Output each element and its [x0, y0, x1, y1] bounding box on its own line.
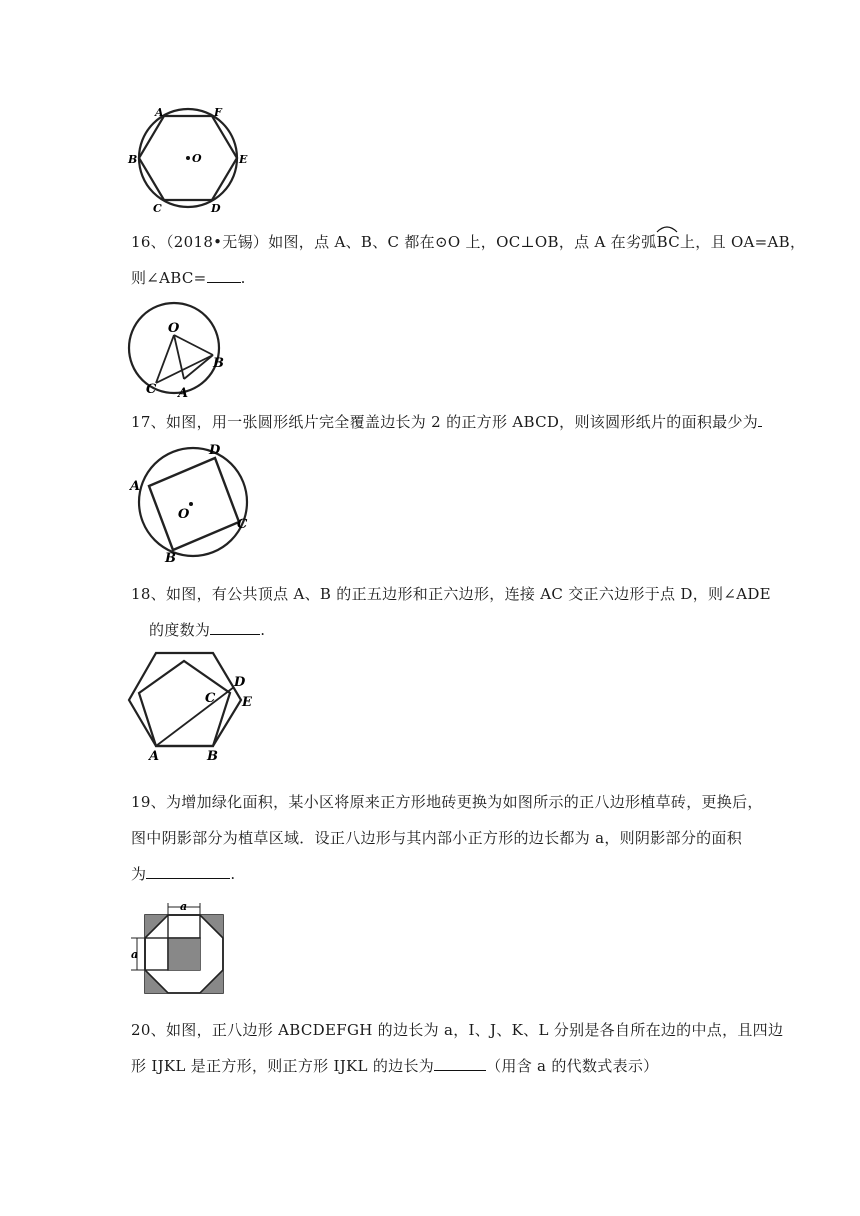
q20-text-c: （用含 a 的代数式表示） [486, 1057, 659, 1075]
arc-mark-icon [655, 222, 679, 234]
q16-line-1 [131, 232, 805, 252]
q16-text-c: 则∠ABC= [131, 269, 207, 287]
square-abcd [149, 458, 239, 550]
q16-figure [125, 300, 235, 400]
q16-text-b: 上，且 OA=AB， [679, 233, 806, 251]
q16-line-2 [131, 268, 246, 288]
q16-end: . [240, 269, 246, 287]
answer-blank[interactable] [758, 412, 762, 427]
q17-line-1 [131, 412, 762, 432]
label-D: D [211, 202, 221, 215]
label-B: B [207, 749, 218, 763]
label-C: C [146, 382, 157, 397]
label-a-top: a [180, 900, 188, 913]
label-A: A [178, 386, 189, 400]
label-B: B [165, 551, 176, 566]
q20-text-a: 20、如图，正八边形 ABCDEFGH 的边长为 a，I、J、K、L 分别是各自所在边的中点，且四边 [131, 1021, 784, 1039]
answer-blank[interactable] [146, 864, 230, 879]
label-O: O [178, 507, 190, 522]
q18-text-a: 18、如图，有公共顶点 A、B 的正五边形和正六边形，连接 AC 交正六边形于点 D，则∠ADE [131, 585, 771, 603]
q19-text-a: 19、为增加绿化面积，某小区将原来正方形地砖更换为如图所示的正八边形植草砖，更换后， [131, 793, 763, 811]
q19-text-c: 为 [131, 865, 147, 883]
label-O: O [192, 152, 202, 165]
hexagon-circle-figure [125, 100, 255, 220]
label-D: D [209, 443, 221, 458]
label-A: A [149, 749, 160, 763]
q18-text-b: 的度数为 [149, 621, 211, 639]
center-dot [186, 156, 190, 160]
regular-hexagon [129, 653, 241, 746]
label-A: A [130, 479, 141, 494]
label-O: O [168, 321, 180, 336]
q18-line-2 [149, 620, 265, 640]
q19-figure [125, 895, 230, 997]
answer-blank[interactable] [207, 268, 241, 283]
q20-text-b: 形 IJKL 是正方形，则正方形 IJKL 的边长为 [131, 1057, 435, 1075]
q20-line-1 [131, 1020, 783, 1040]
regular-pentagon [139, 661, 230, 746]
q20-line-2 [131, 1056, 658, 1076]
q19-line-3 [131, 864, 235, 884]
arc-label: BC [656, 233, 680, 251]
q19-end: . [230, 865, 236, 883]
answer-blank[interactable] [434, 1056, 486, 1071]
label-F: F [214, 106, 222, 119]
q19-text-b: 图中阴影部分为植草区域．设正八边形与其内部小正方形的边长都为 a，则阴影部分的面积 [131, 829, 743, 847]
center-dot [189, 502, 193, 506]
label-C: C [153, 202, 162, 215]
q17-text: 17、如图，用一张圆形纸片完全覆盖边长为 2 的正方形 ABCD，则该圆形纸片的面积最少为 [131, 413, 759, 431]
q18-line-1 [131, 584, 771, 604]
q16-text-a: 16、（2018•无锡）如图，点 A、B、C 都在⊙O 上，OC⊥OB，点 A 在劣弧 [131, 233, 657, 251]
label-B: B [213, 356, 224, 371]
label-E: E [239, 153, 248, 166]
q19-line-2 [131, 828, 742, 848]
label-A: A [155, 106, 164, 119]
arc-bc-notation [657, 232, 680, 252]
label-D: D [234, 675, 246, 690]
answer-blank[interactable] [210, 620, 260, 635]
q17-figure [125, 438, 265, 568]
shaded-square [168, 938, 200, 970]
segment-ob [174, 335, 213, 355]
q18-end: . [260, 621, 266, 639]
label-a-left: a [131, 948, 139, 961]
label-B: B [128, 153, 138, 166]
q19-line-1 [131, 792, 763, 812]
circle-o [129, 303, 219, 393]
q18-figure [125, 648, 260, 763]
label-C: C [205, 691, 216, 706]
label-C: C [237, 517, 248, 532]
label-E: E [242, 695, 252, 710]
